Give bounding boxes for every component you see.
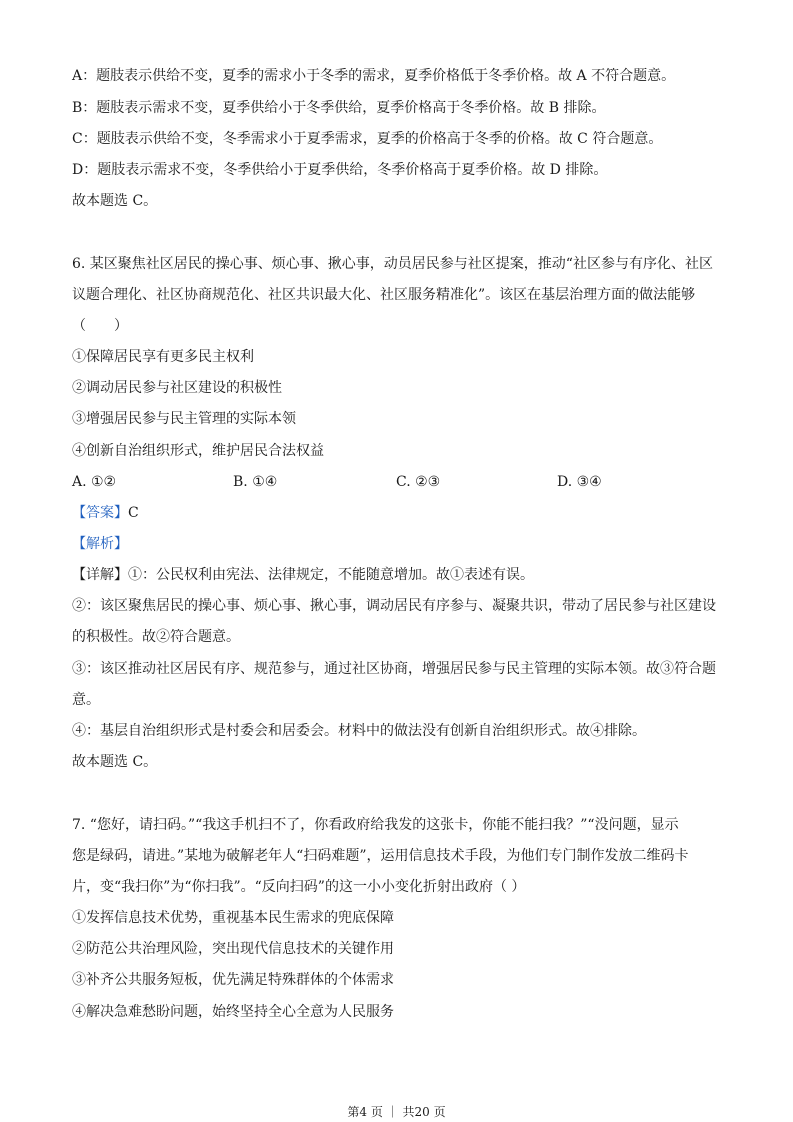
prev-analysis-b: B：题肢表示需求不变，夏季供给小于冬季供给，夏季价格高于冬季价格。故 B 排除。 bbox=[72, 100, 606, 116]
prev-analysis-d: D：题肢表示需求不变，冬季供给小于夏季供给，冬季价格高于夏季价格。故 D 排除。 bbox=[72, 162, 608, 178]
q6-item-2: ②调动居民参与社区建设的积极性 bbox=[72, 380, 282, 396]
analysis-tag: 【解析】 bbox=[72, 536, 128, 552]
q6-conclusion: 故本题选 C。 bbox=[72, 754, 158, 770]
q6-stem-line-2: 议题合理化、社区协商规范化、社区共识最大化、社区服务精准化”。该区在基层治理方面的做法能够 bbox=[72, 287, 696, 303]
q7-stem-line-3: 片，变“我扫你”为“你扫我”。“反向扫码”的这一小小变化折射出政府（ ） bbox=[72, 879, 526, 895]
q7-item-2: ②防范公共治理风险，突出现代信息技术的关键作用 bbox=[72, 941, 394, 957]
q6-detail-line-3: 的积极性。故②符合题意。 bbox=[72, 629, 240, 645]
prev-analysis-a: A：题肢表示供给不变，夏季的需求小于冬季的需求，夏季价格低于冬季价格。故 A 不符合题意。 bbox=[72, 68, 676, 84]
q6-option-c: C. ②③ bbox=[396, 474, 441, 490]
page-footer: 第4 页 ｜ 共20 页 bbox=[347, 1105, 446, 1119]
q7-item-4: ④解决急难愁盼问题，始终坚持全心全意为人民服务 bbox=[72, 1004, 394, 1020]
answer-value: C bbox=[128, 505, 139, 521]
q7-item-3: ③补齐公共服务短板，优先满足特殊群体的个体需求 bbox=[72, 972, 394, 988]
q6-detail-line-1 bbox=[72, 565, 534, 585]
q6-detail-line-6: ④：基层自治组织形式是村委会和居委会。材料中的做法没有创新自治组织形式。故④排除。 bbox=[72, 723, 646, 739]
q6-stem-line-3: （ ） bbox=[72, 318, 128, 334]
prev-analysis-c: C：题肢表示供给不变，冬季需求小于夏季需求，夏季的价格高于冬季的价格。故 C 符合题意。 bbox=[72, 131, 663, 147]
q7-stem-line-1: 7. “您好，请扫码。”“我这手机扫不了，你看政府给我发的这张卡，你能不能扫我？”“没问题，显示 bbox=[72, 817, 679, 833]
q6-detail-line-5: 意。 bbox=[72, 692, 100, 708]
prev-conclusion: 故本题选 C。 bbox=[72, 193, 158, 209]
detail-text: ①：公民权利由宪法、法律规定，不能随意增加。故①表述有误。 bbox=[128, 567, 534, 583]
q6-item-4: ④创新自治组织形式，维护居民合法权益 bbox=[72, 443, 324, 459]
q6-stem-line-1: 6. 某区聚焦社区居民的操心事、烦心事、揪心事，动员居民参与社区提案，推动“社区参与有序化、社区 bbox=[72, 256, 713, 272]
q7-item-1: ①发挥信息技术优势，重视基本民生需求的兜底保障 bbox=[72, 910, 394, 926]
q6-item-3: ③增强居民参与民主管理的实际本领 bbox=[72, 411, 296, 427]
detail-tag: 【详解】 bbox=[72, 567, 128, 583]
q6-detail-line-2: ②：该区聚焦居民的操心事、烦心事、揪心事，调动居民有序参与、凝聚共识，带动了居民参与社区建设 bbox=[72, 598, 716, 614]
answer-tag: 【答案】 bbox=[72, 505, 128, 521]
q6-option-d: D. ③④ bbox=[557, 474, 602, 490]
q6-option-a: A. ①② bbox=[72, 474, 117, 490]
q6-option-b: B. ①④ bbox=[233, 474, 278, 490]
q6-detail-line-4: ③：该区推动社区居民有序、规范参与，通过社区协商，增强居民参与民主管理的实际本领。故③符合题 bbox=[72, 661, 716, 677]
q6-answer bbox=[72, 503, 139, 523]
q7-stem-line-2: 您是绿码，请进。”某地为破解老年人“扫码难题”，运用信息技术手段，为他们专门制作发放二维码卡 bbox=[72, 848, 689, 864]
q6-item-1: ①保障居民享有更多民主权利 bbox=[72, 349, 254, 365]
